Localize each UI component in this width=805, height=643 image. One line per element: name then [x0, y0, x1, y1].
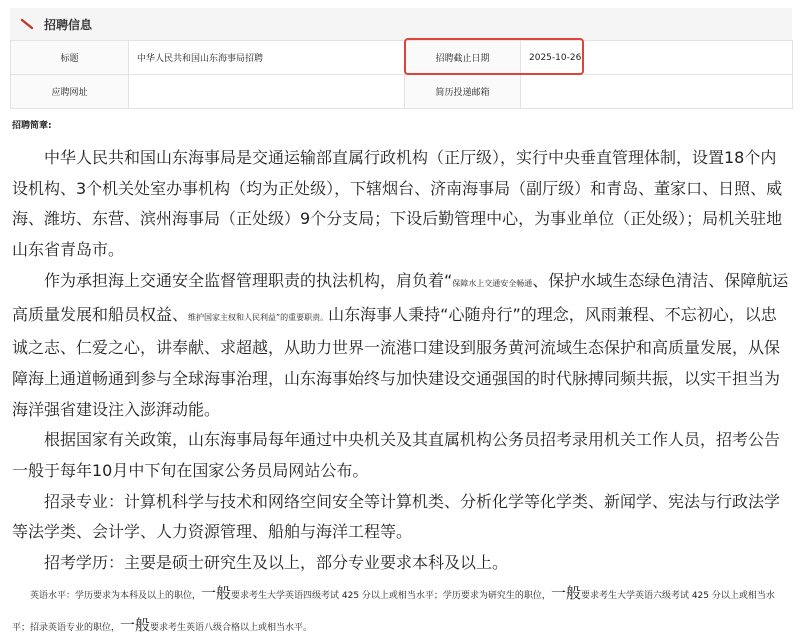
paragraph-degree: 招考学历：主要是硕士研究生及以上，部分专业要求本科及以上。	[44, 553, 509, 573]
ruler-icon	[20, 17, 34, 31]
resume-email-label: 简历投递邮箱	[405, 75, 521, 109]
section-header	[10, 8, 792, 41]
paragraph-majors: 招录专业：计算机科学与技术和网络空间安全等计算机类、分析化学等化学类、新闻学、宪法与行政法学等法学类、会计学、人力资源管理、船舶与海洋工程等。	[12, 491, 781, 542]
title-label: 标题	[11, 41, 129, 75]
recruitment-body	[12, 143, 792, 643]
table-row	[11, 41, 793, 75]
info-table	[10, 40, 793, 109]
paragraph-duties: 作为承担海上交通安全监督管理职责的执法机构，肩负着“保障水上交通安全畅通、保护水域生态绿色清洁、保障航运高质量发展和船员权益、维护国家主权和人民利益”的重要职责。山东海事人秉持“心随舟行”的理念，风雨兼程、不忘初心，以忠诚之志、仁爱之心，讲奉献、求超越，从助力世界一流港口建设到服务黄河流域生态保护和高质量发展，从保障海上通道畅通到参与全球海事治理，山东海事始终与加快建设交通强国的时代脉搏同频共振，以实干担当为海洋强省建设注入澎湃动能。	[12, 270, 789, 419]
section-title: 招聘信息	[44, 17, 93, 32]
paragraph-intro: 中华人民共和国山东海事局是交通运输部直属行政机构（正厅级），实行中央垂直管理体制，设置18个内设机构、3个机关处室办事机构（均为正处级），下辖烟台、济南海事局（副厅级）和青岛、董家口、日照、威海、潍坊、东营、滨州海事局（正处级）9个分支局；下设后勤管理中心，为事业单位（正处级）；局机关驻地山东省青岛市。	[12, 148, 783, 260]
deadline-label: 招聘截止日期	[405, 41, 521, 75]
intro-label: 招聘简章:	[12, 121, 52, 131]
resume-email-value[interactable]	[521, 75, 793, 109]
title-value: 中华人民共和国山东海事局招聘	[129, 41, 405, 75]
apply-url-value[interactable]	[129, 75, 405, 109]
paragraph-policy: 根据国家有关政策，山东海事局每年通过中央机关及其直属机构公务员招考录用机关工作人员，招考公告一般于每年10月中下旬在国家公务员局网站公布。	[12, 430, 781, 481]
apply-url-label: 应聘网址	[11, 75, 129, 109]
deadline-value: 2025-10-26	[521, 41, 793, 75]
paragraph-english: 英语水平：学历要求为本科及以上的职位，一般要求考生大学英语四级考试 425 分以上或相当水平；学历要求为研究生的职位，一般要求考生大学英语六级考试 425 分以上或相当水平；招录英语专业的职位，一般要求考生英语八级合格以上或相当水平。	[12, 583, 775, 634]
table-row	[11, 75, 793, 109]
